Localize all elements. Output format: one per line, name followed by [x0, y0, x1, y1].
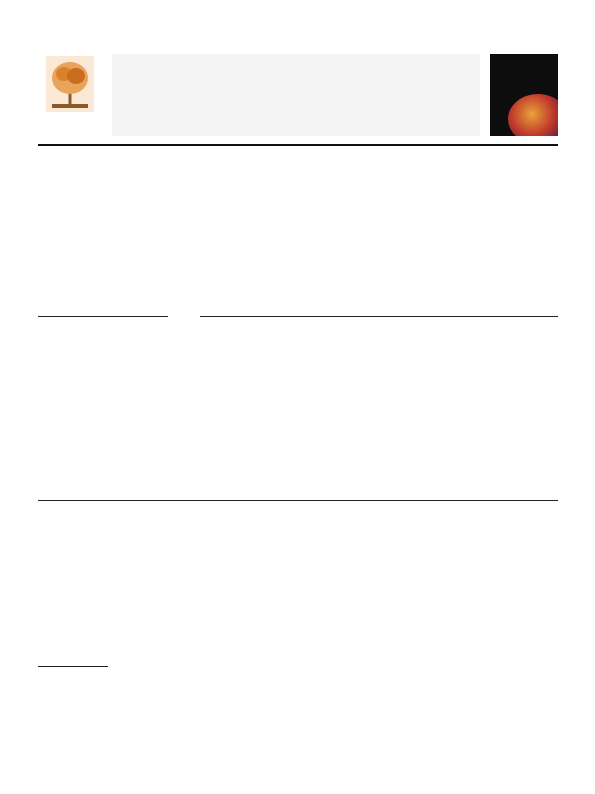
abstract-rule [200, 316, 558, 317]
elsevier-tree-icon [46, 56, 94, 112]
elsevier-logo[interactable] [38, 54, 102, 134]
intro-left-column [38, 518, 288, 531]
journal-cover-thumbnail[interactable] [490, 54, 558, 136]
cover-artwork [508, 94, 558, 136]
article-info-rule [38, 316, 168, 317]
footnote-rule [38, 666, 108, 667]
journal-banner [112, 54, 480, 136]
masthead [38, 54, 558, 140]
abstract-end-rule [38, 500, 558, 501]
masthead-rule [38, 144, 558, 146]
